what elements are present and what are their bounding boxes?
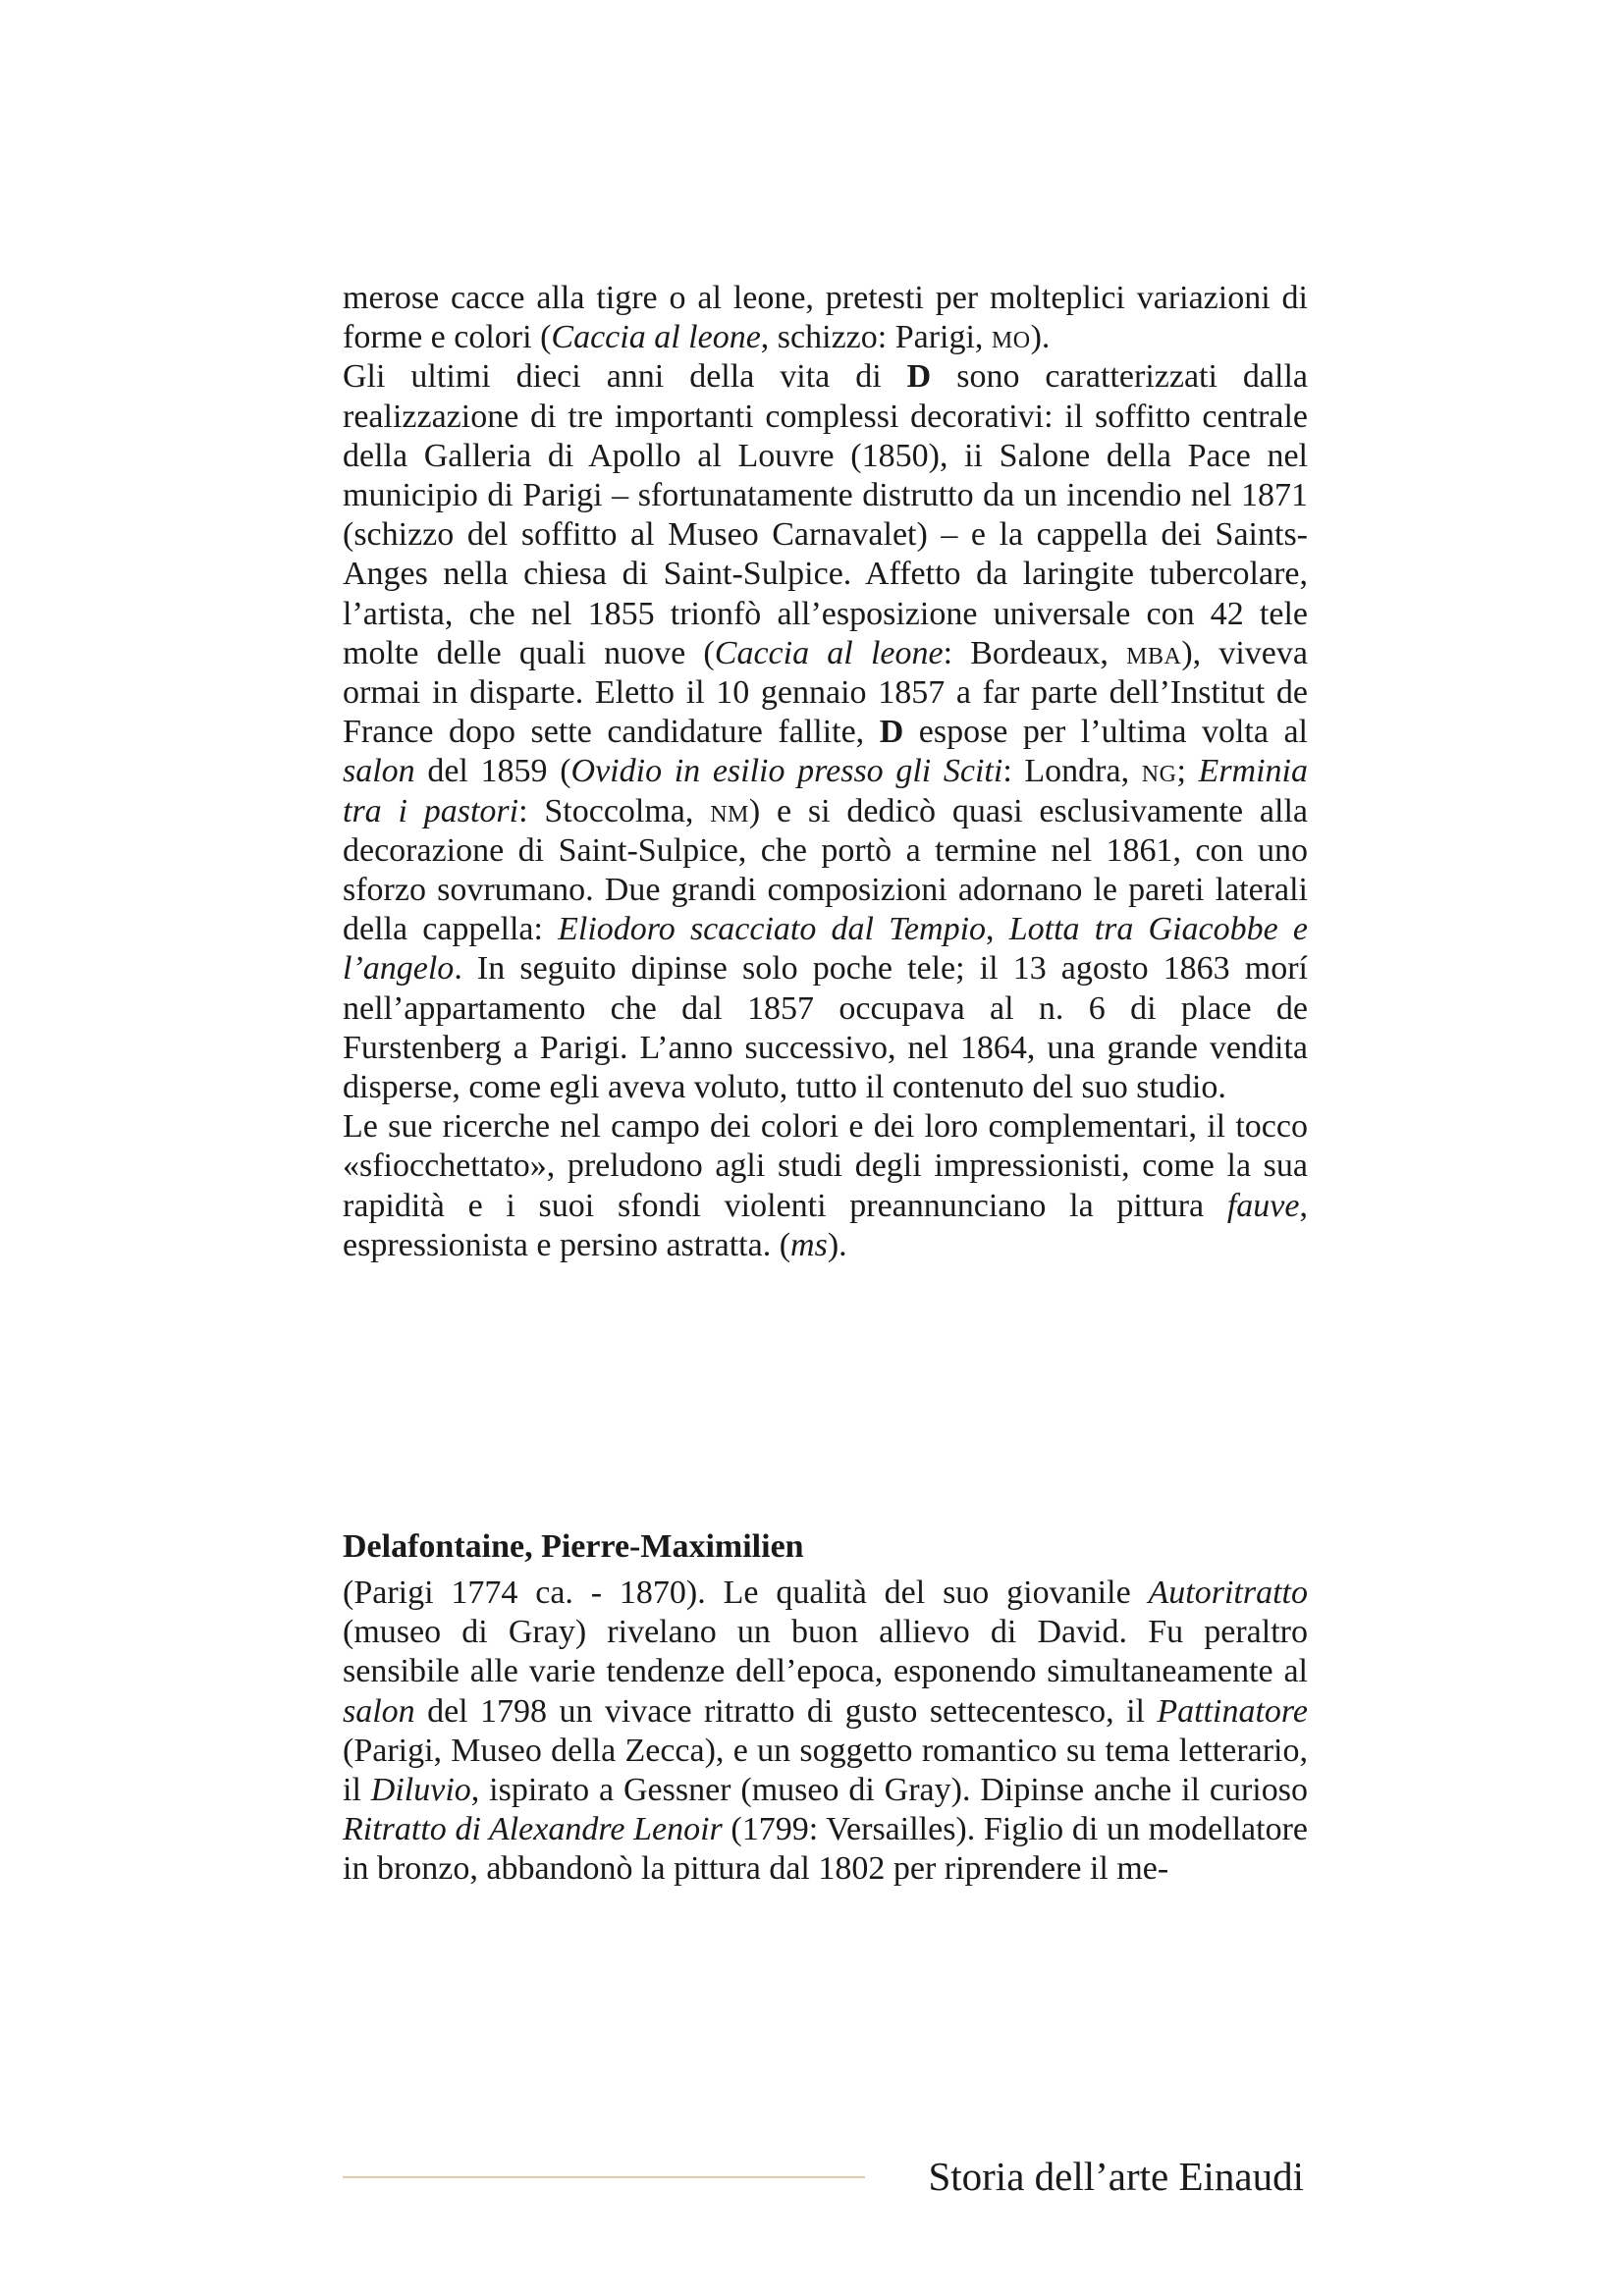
text-run: (Parigi, Museo della Zecca), e un soggetto romantico su tema letterario, il: [343, 1732, 1308, 1809]
abbreviation: mba: [1126, 634, 1182, 671]
text-run: Gli ultimi dieci anni della vita di: [343, 358, 907, 396]
text-run: sono caratterizzati dalla realizzazione di tre importanti complessi decorativi: il soffitto centrale della Galleria di Apollo al Louvre (1850), ii Salone della Pace nel municipio di Parigi – sfortunatamente distrutto da un incendio nel 1871 (schizzo del soffitto al Museo Carnavalet) – e la cappella dei Saints-Anges nella chiesa di Saint-Sulpice. Affetto da laringite tubercolare, l’artista, che nel 1855 trionfò all’esposizione universale con 42 tele molte delle quali nuove (: [343, 358, 1308, 671]
paragraph: [343, 1574, 1308, 1890]
entry-heading: Delafontaine, Pierre-Maximilien: [343, 1528, 804, 1565]
italic-run: Ritratto di Alexandre Lenoir: [343, 1811, 723, 1848]
italic-run: Lotta tra Giacobbe e l’angelo: [343, 911, 1309, 988]
entry-body: [343, 1574, 1308, 1890]
italic-run: Caccia al leone: [551, 319, 761, 356]
text-run: ).: [1030, 319, 1051, 356]
text-run: del 1798 un vivace ritratto di gusto settecentesco, il: [414, 1692, 1158, 1730]
text-run: : Stoccolma,: [518, 792, 711, 829]
italic-run: Diluvio: [370, 1772, 471, 1809]
text-run: . In seguito dipinse solo poche tele; il 13 agosto 1863 morí nell’appartamento che dal 1857 occupava al n. 6 di place de Furstenberg a Parigi. L’anno successivo, nel 1864, una grande vendita disperse, come egli aveva voluto, tutto il contenuto del suo studio.: [343, 950, 1308, 1106]
text-run: ,: [986, 911, 1009, 948]
text-run: , espressionista e persino astratta. (: [343, 1187, 1308, 1263]
italic-run: ms: [790, 1226, 828, 1263]
italic-run: salon: [343, 753, 415, 790]
text-run: ), viveva ormai in disparte. Eletto il 10 gennaio 1857 a far parte dell’Institut de France dopo sette candidature fallite,: [343, 634, 1308, 751]
italic-run: Erminia tra i pastori: [343, 753, 1308, 829]
text-run: ;: [1176, 753, 1199, 790]
text-run: (Parigi 1774 ca. - 1870). Le qualità del suo giovanile: [343, 1575, 1149, 1611]
footer-title: Storia dell’arte Einaudi: [928, 2154, 1304, 2199]
abbreviation: nm: [710, 792, 749, 829]
text-run: , ispirato a Gessner (museo di Gray). Dipinse anche il curioso: [470, 1772, 1308, 1809]
text-run: Le sue ricerche nel campo dei colori e dei loro complementari, il tocco «sfiocchettato», preludono agli studi degli impressionisti, come la sua rapidità e i suoi sfondi violenti preannunciano la pittura: [343, 1108, 1308, 1224]
text-run: espose per l’ultima volta al: [903, 714, 1308, 751]
italic-run: Pattinatore: [1157, 1692, 1308, 1730]
abbreviation: mo: [991, 319, 1031, 356]
italic-run: Autoritratto: [1148, 1575, 1308, 1611]
text-run: ).: [827, 1226, 847, 1263]
text-run: (museo di Gray) rivelano un buon allievo di David. Fu peraltro sensibile alle varie tendenze dell’epoca, esponendo simultaneamente al: [343, 1614, 1308, 1690]
italic-run: salon: [343, 1692, 415, 1730]
text-run: , schizzo: Parigi,: [760, 319, 992, 356]
text-run: ) e si dedicò quasi esclusivamente alla decorazione di Saint-Sulpice, che portò a termine nel 1861, con uno sforzo sovrumano. Due grandi composizioni adornano le pareti laterali della cappella:: [343, 792, 1309, 948]
italic-run: Ovidio in esilio presso gli Sciti: [570, 753, 1003, 790]
bold-run: D: [906, 358, 932, 396]
abbreviation: ng: [1141, 753, 1177, 790]
italic-run: fauve: [1226, 1187, 1300, 1224]
footer-rule: [343, 2176, 865, 2178]
italic-run: Caccia al leone: [714, 634, 944, 671]
text-run: : Londra,: [1002, 753, 1142, 790]
paragraph: [343, 1107, 1308, 1265]
paragraph: [343, 279, 1308, 357]
paragraph: [343, 357, 1308, 1107]
entry-continuation: [343, 279, 1308, 1265]
text-run: : Bordeaux,: [943, 634, 1127, 671]
text-run: (1799: Versailles). Figlio di un modellatore in bronzo, abbandonò la pittura dal 1802 per riprendere il me-: [343, 1811, 1308, 1888]
italic-run: Eliodoro scacciato dal Tempio: [558, 911, 987, 948]
text-run: merose cacce alla tigre o al leone, pretesti per molteplici variazioni di forme e colori (: [343, 280, 1308, 356]
text-run: del 1859 (: [414, 753, 571, 790]
bold-run: D: [879, 714, 904, 751]
